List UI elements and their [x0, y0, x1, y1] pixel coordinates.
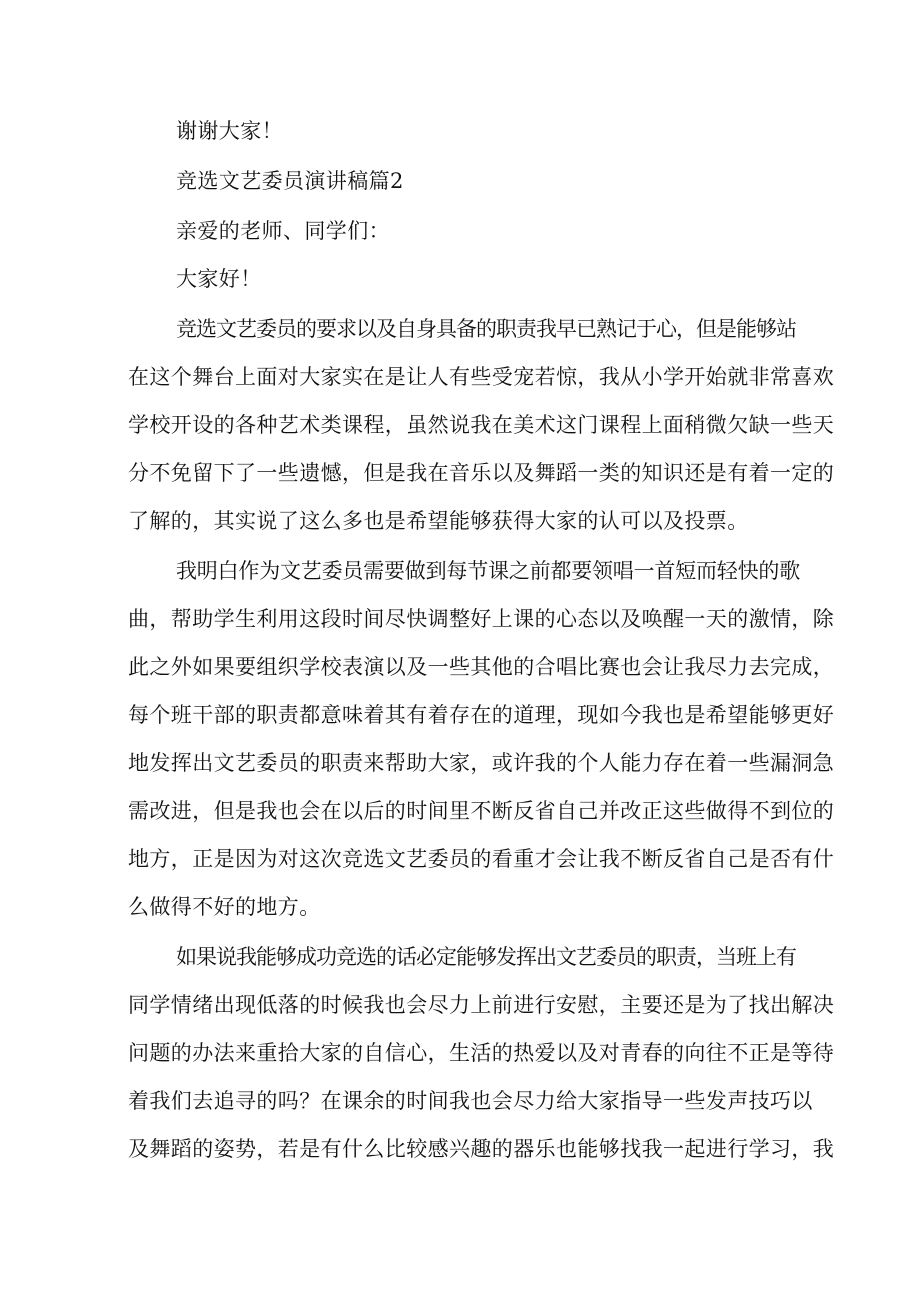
paragraph-2-line-6: 需改进，但是我也会在以后的时间里不断反省自己并改正这些做得不到位的: [128, 799, 835, 823]
paragraph-2-line-3: 此之外如果要组织学校表演以及一些其他的合唱比赛也会让我尽力去完成，: [128, 655, 835, 679]
paragraph-1-line-1: 竞选文艺委员的要求以及自身具备的职责我早已熟记于心，但是能够站: [176, 317, 796, 341]
paragraph-3-line-3: 问题的办法来重拾大家的自信心，生活的热爱以及对青春的向往不正是等待: [128, 1041, 835, 1065]
paragraph-3-line-1: 如果说我能够成功竞选的话必定能够发挥出文艺委员的职责，当班上有: [176, 945, 796, 969]
paragraph-3-line-2: 同学情绪出现低落的时候我也会尽力上前进行安慰，主要还是为了找出解决: [128, 993, 835, 1017]
paragraph-3-line-4: 着我们去追寻的吗？在课余的时间我也会尽力给大家指导一些发声技巧以: [128, 1089, 813, 1113]
closing-line: 谢谢大家！: [176, 119, 283, 143]
paragraph-1-line-5: 了解的，其实说了这么多也是希望能够获得大家的认可以及投票。: [128, 509, 749, 533]
paragraph-2-line-5: 地发挥出文艺委员的职责来帮助大家，或许我的个人能力存在着一些漏洞急: [128, 751, 835, 775]
greeting: 大家好！: [176, 267, 262, 291]
paragraph-2-line-7: 地方，正是因为对这次竞选文艺委员的看重才会让我不断反省自己是否有什: [128, 847, 835, 871]
paragraph-2-line-4: 每个班干部的职责都意味着其有着存在的道理，现如今我也是希望能够更好: [128, 703, 835, 727]
paragraph-2-line-8: 么做得不好的地方。: [128, 895, 321, 919]
paragraph-1-line-3: 学校开设的各种艺术类课程，虽然说我在美术这门课程上面稍微欠缺一些天: [128, 413, 835, 437]
salutation: 亲爱的老师、同学们：: [176, 219, 390, 243]
paragraph-1-line-4: 分不免留下了一些遗憾，但是我在音乐以及舞蹈一类的知识还是有着一定的: [128, 461, 835, 485]
paragraph-2-line-1: 我明白作为文艺委员需要做到每节课之前都要领唱一首短而轻快的歌: [176, 559, 800, 583]
paragraph-1-line-2: 在这个舞台上面对大家实在是让人有些受宠若惊，我从小学开始就非常喜欢: [128, 365, 835, 389]
section-title: 竞选文艺委员演讲稿篇2: [176, 169, 404, 193]
paragraph-2-line-2: 曲，帮助学生利用这段时间尽快调整好上课的心态以及唤醒一天的激情，除: [128, 607, 835, 631]
paragraph-3-line-5: 及舞蹈的姿势，若是有什么比较感兴趣的器乐也能够找我一起进行学习，我: [128, 1137, 835, 1161]
